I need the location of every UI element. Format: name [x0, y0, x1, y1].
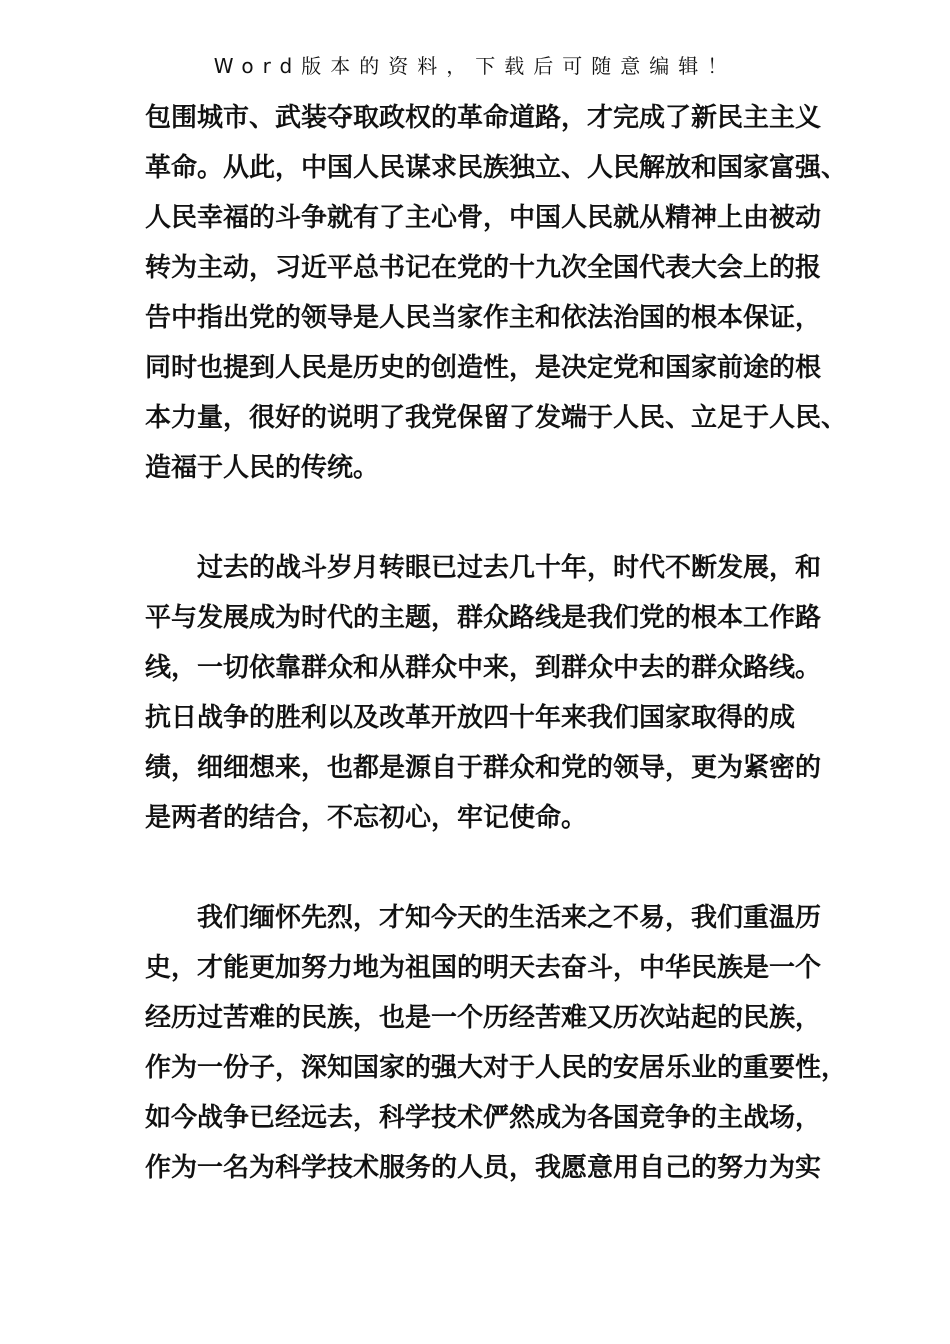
text-line: 抗日战争的胜利以及改革开放四十年来我们国家取得的成 — [145, 703, 796, 733]
text-line: 我们缅怀先烈，才知今天的生活来之不易，我们重温历 — [145, 903, 822, 933]
text-line: 作为一名为科学技术服务的人员，我愿意用自己的努力为实 — [145, 1153, 822, 1183]
text-line: 是两者的结合，不忘初心，牢记使命。 — [145, 803, 588, 833]
text-line: 转为主动，习近平总书记在党的十九次全国代表大会上的报 — [145, 253, 822, 283]
text-line: 作为一份子，深知国家的强大对于人民的安居乐业的重要性， — [145, 1053, 848, 1083]
text-line: 史，才能更加努力地为祖国的明天去奋斗，中华民族是一个 — [145, 953, 822, 983]
paragraph — [145, 893, 848, 1193]
text-line: 如今战争已经远去，科学技术俨然成为各国竞争的主战场， — [145, 1103, 822, 1133]
paragraph-spacer — [145, 843, 825, 893]
paragraph — [145, 93, 848, 493]
paragraph — [145, 543, 825, 843]
text-line: 人民幸福的斗争就有了主心骨，中国人民就从精神上由被动 — [145, 203, 822, 233]
paragraph-spacer — [145, 493, 825, 543]
text-line: 包围城市、武装夺取政权的革命道路，才完成了新民主主义 — [145, 103, 822, 133]
text-line: 经历过苦难的民族，也是一个历经苦难又历次站起的民族， — [145, 1003, 822, 1033]
text-line: 平与发展成为时代的主题，群众路线是我们党的根本工作路 — [145, 603, 822, 633]
document-body — [145, 93, 848, 1193]
page-header: Word版本的资料，下载后可随意编辑！ — [213, 54, 737, 78]
text-line: 同时也提到人民是历史的创造性，是决定党和国家前途的根 — [145, 353, 822, 383]
text-line: 过去的战斗岁月转眼已过去几十年，时代不断发展，和 — [145, 553, 822, 583]
text-line: 革命。从此，中国人民谋求民族独立、人民解放和国家富强、 — [145, 153, 848, 183]
text-line: 绩，细细想来，也都是源自于群众和党的领导，更为紧密的 — [145, 753, 822, 783]
text-line: 本力量，很好的说明了我党保留了发端于人民、立足于人民、 — [145, 403, 848, 433]
text-line: 线，一切依靠群众和从群众中来，到群众中去的群众路线。 — [145, 653, 822, 683]
text-line: 告中指出党的领导是人民当家作主和依法治国的根本保证， — [145, 303, 822, 333]
text-line: 造福于人民的传统。 — [145, 453, 380, 483]
